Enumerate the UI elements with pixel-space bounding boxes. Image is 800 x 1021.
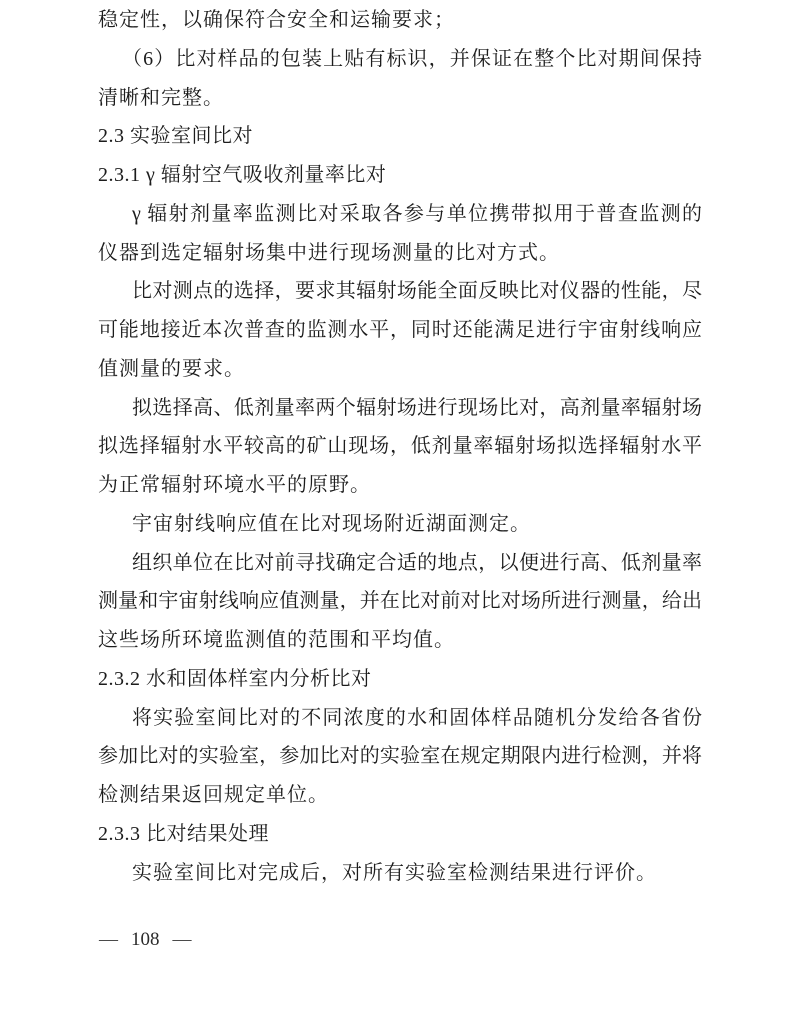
page-body <box>98 1 702 892</box>
page-number: 108 <box>131 929 160 950</box>
body-line: （6）比对样品的包装上贴有标识，并保证在整个比对期间保持 <box>122 47 702 70</box>
body-line: 测量和宇宙射线响应值测量，并在比对前对比对场所进行测量，给出 <box>98 590 702 613</box>
body-line: 比对测点的选择，要求其辐射场能全面反映比对仪器的性能，尽 <box>132 280 702 303</box>
section-heading-2-3-1: 2.3.1 γ 辐射空气吸收剂量率比对 <box>98 164 387 186</box>
body-line: 清晰和完整。 <box>98 86 224 109</box>
body-line: 这些场所环境监测值的范围和平均值。 <box>98 629 455 651</box>
body-line: 可能地接近本次普查的监测水平，同时还能满足进行宇宙射线响应 <box>98 319 702 341</box>
section-heading-2-3-2: 2.3.2 水和固体样室内分析比对 <box>98 667 372 690</box>
body-line: 实验室间比对完成后，对所有实验室检测结果进行评价。 <box>132 861 657 884</box>
body-line: γ 辐射剂量率监测比对采取各参与单位携带拟用于普查监测的 <box>132 202 702 225</box>
body-line: 稳定性，以确保符合安全和运输要求； <box>98 9 455 31</box>
body-line: 检测结果返回规定单位。 <box>98 784 329 806</box>
body-line: 宇宙射线响应值在比对现场附近湖面测定。 <box>132 512 531 535</box>
section-heading-2-3: 2.3 实验室间比对 <box>98 125 253 148</box>
body-line: 值测量的要求。 <box>98 357 245 380</box>
body-line: 仪器到选定辐射场集中进行现场测量的比对方式。 <box>98 241 560 264</box>
body-line: 参加比对的实验室，参加比对的实验室在规定期限内进行检测，并将 <box>98 745 702 768</box>
body-line: 将实验室间比对的不同浓度的水和固体样品随机分发给各省份 <box>132 706 702 729</box>
body-line: 拟选择辐射水平较高的矿山现场，低剂量率辐射场拟选择辐射水平 <box>98 435 702 458</box>
page-footer <box>99 928 192 952</box>
footer-dash-left-icon: — <box>99 929 118 950</box>
section-heading-2-3-3: 2.3.3 比对结果处理 <box>98 822 269 845</box>
body-line: 为正常辐射环境水平的原野。 <box>98 474 371 496</box>
body-line: 组织单位在比对前寻找确定合适的地点，以便进行高、低剂量率 <box>132 551 702 574</box>
footer-dash-right-icon: — <box>172 929 192 950</box>
body-line: 拟选择高、低剂量率两个辐射场进行现场比对，高剂量率辐射场 <box>132 396 702 419</box>
